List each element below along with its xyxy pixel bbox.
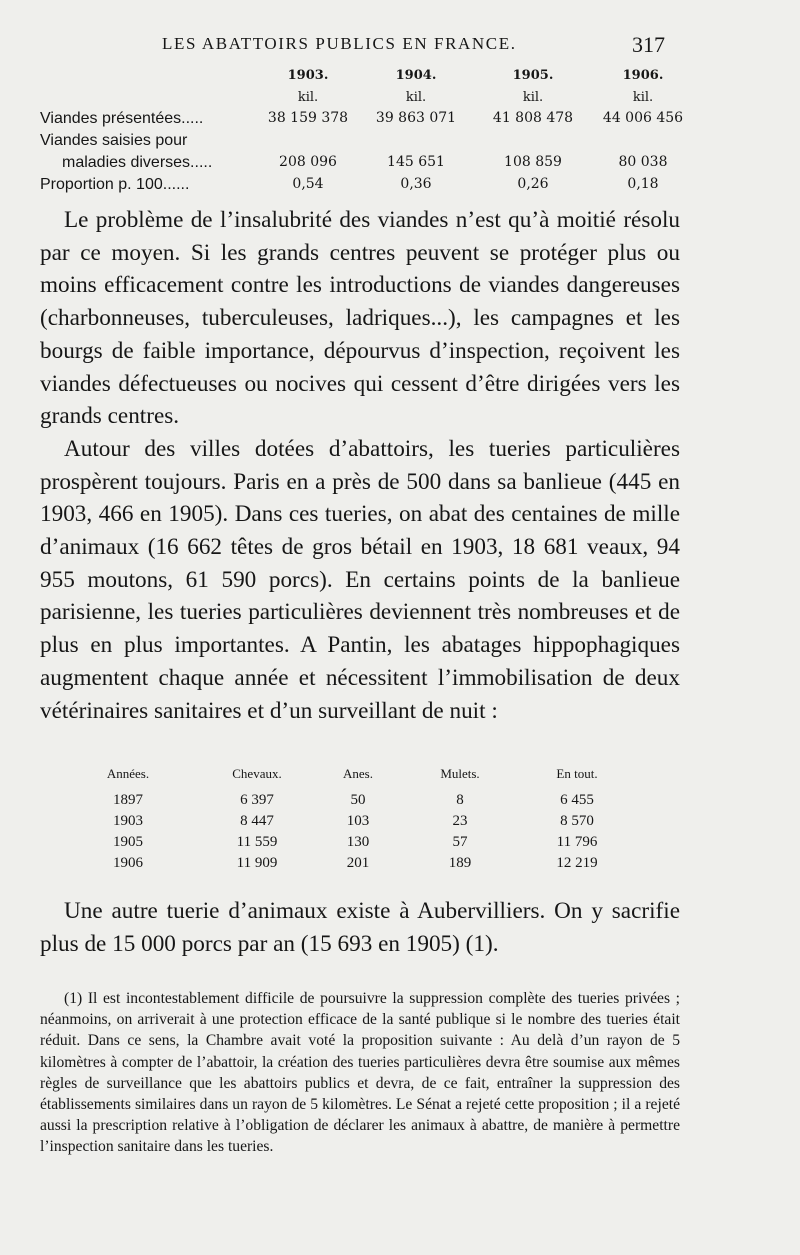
table-cell: 108 859 bbox=[504, 154, 562, 170]
paragraph: Le problème de l’insalubrité des viandes n’est qu’à moitié résolu par ce moyen. Si les grands centres peuvent se protéger plus ou moins efficacement contre les introductions de viandes dangereuses (charbonneuses, tuberculeuses, ladriques...), les campagnes et les bourgs de faible importance, dépourvus d’inspection, reçoivent les viandes défectueuses ou nocives qui cessent d’être dirigées vers les grands centres. bbox=[40, 207, 680, 430]
table-row bbox=[40, 132, 690, 154]
table-row bbox=[40, 176, 690, 198]
column-header: Anes. bbox=[343, 766, 373, 781]
row-label: Viandes saisies pour bbox=[40, 132, 188, 149]
table-cell: 12 219 bbox=[556, 855, 598, 871]
unit-label: kil. bbox=[632, 90, 654, 105]
page-header bbox=[0, 32, 800, 62]
table-cell: 0,36 bbox=[400, 176, 432, 192]
unit-label: kil. bbox=[522, 90, 544, 105]
table-cell: 0,26 bbox=[517, 176, 549, 192]
table-header-years bbox=[40, 68, 690, 90]
table-cell: 8 447 bbox=[240, 813, 274, 829]
table-row bbox=[40, 154, 690, 176]
table-row bbox=[90, 813, 650, 834]
table-cell: 8 570 bbox=[560, 813, 594, 829]
table-cell: 23 bbox=[452, 813, 468, 829]
body-text bbox=[40, 204, 680, 727]
paragraph: Autour des villes dotées d’abattoirs, les tueries particulières prospèrent toujours. Paris en a près de 500 dans sa banlieue (445 en 1903, 466 en 1905). Dans ces tueries, on abat des centaines de mille d’animaux (16 662 têtes de gros bétail en 1903, 18 681 veaux, 94 955 moutons, 61 590 porcs). En certains points de la banlieue parisienne, les tueries particulières deviennent très nombreuses et de plus en plus importantes. A Pantin, les abatages hippophagiques augmentent chaque année et nécessitent l’immobilisation de deux vétérinaires sanitaires et d’un surveillant de nuit : bbox=[40, 435, 680, 724]
table-cell: 0,54 bbox=[292, 176, 324, 192]
table-cell: 1897 bbox=[113, 792, 143, 808]
table-cell: 11 909 bbox=[236, 855, 278, 871]
horse-slaughter-table bbox=[90, 766, 650, 876]
year-header: 1905. bbox=[512, 68, 554, 83]
table-cell: 57 bbox=[452, 834, 468, 850]
table-cell: 44 006 456 bbox=[602, 110, 684, 126]
meat-statistics-table bbox=[40, 68, 690, 198]
table-cell: 39 863 071 bbox=[375, 110, 457, 126]
footnote-text: (1) Il est incontestablement difficile de poursuivre la suppression complète des tueries privées ; néanmoins, on arriverait à une protection efficace de la santé publique si le nombre des tueries était réduit. Dans ce sens, la Chambre avait voté la proposition suivante : Au delà d’un rayon de 5 kilomètres à compter de l’abattoir, la création des tueries particulières devra être soumise aux mêmes règles de surveillance que les abattoirs publics et devra, de ce fait, entraîner la suppression des établissements similaires dans un rayon de 5 kilomètres. Le Sénat a rejeté cette proposition ; il a rejeté aussi la prescription relative à l’obligation de déclarer les animaux à abattre, de manière à permettre l’inspection sanitaire dans les tueries. bbox=[40, 990, 680, 1156]
row-label: Viandes présentées..... bbox=[40, 110, 204, 127]
table-cell: 8 bbox=[456, 792, 464, 808]
table-cell: 80 038 bbox=[618, 154, 668, 170]
table-cell: 145 651 bbox=[387, 154, 445, 170]
table-cell: 1905 bbox=[113, 834, 143, 850]
table-cell: 130 bbox=[346, 834, 370, 850]
year-header: 1904. bbox=[395, 68, 437, 83]
table-cell: 50 bbox=[350, 792, 366, 808]
table-cell: 38 159 378 bbox=[267, 110, 349, 126]
table-cell: 1903 bbox=[113, 813, 143, 829]
row-label: Proportion p. 100...... bbox=[40, 176, 190, 193]
table-cell: 6 455 bbox=[560, 792, 594, 808]
table-cell: 201 bbox=[346, 855, 370, 871]
table-cell: 208 096 bbox=[279, 154, 337, 170]
body-text-continued bbox=[40, 895, 680, 960]
column-header: Mulets. bbox=[440, 766, 480, 781]
paragraph: Une autre tuerie d’animaux existe à Aubervilliers. On y sacrifie plus de 15 000 porcs par an (15 693 en 1905) (1). bbox=[40, 898, 680, 957]
table-row bbox=[90, 792, 650, 813]
row-label: maladies diverses..... bbox=[62, 154, 213, 171]
year-header: 1903. bbox=[287, 68, 329, 83]
table-row bbox=[90, 834, 650, 855]
table-cell: 11 559 bbox=[236, 834, 278, 850]
year-header: 1906. bbox=[622, 68, 664, 83]
table-cell: 103 bbox=[346, 813, 370, 829]
page-number: 317 bbox=[632, 32, 665, 57]
table-cell: 11 796 bbox=[556, 834, 598, 850]
running-title: LES ABATTOIRS PUBLICS EN FRANCE. bbox=[162, 34, 517, 53]
table-cell: 1906 bbox=[113, 855, 143, 871]
table-header-units bbox=[40, 90, 690, 110]
table-cell: 189 bbox=[448, 855, 472, 871]
unit-label: kil. bbox=[297, 90, 319, 105]
table-cell: 41 808 478 bbox=[492, 110, 574, 126]
column-header: En tout. bbox=[556, 766, 598, 781]
table-cell: 0,18 bbox=[627, 176, 659, 192]
table-cell: 6 397 bbox=[240, 792, 274, 808]
footnote bbox=[40, 988, 680, 1158]
table-row bbox=[90, 855, 650, 876]
unit-label: kil. bbox=[405, 90, 427, 105]
column-header: Chevaux. bbox=[232, 766, 282, 781]
table-row bbox=[40, 110, 690, 132]
table-header bbox=[90, 766, 650, 792]
column-header: Années. bbox=[106, 766, 150, 781]
